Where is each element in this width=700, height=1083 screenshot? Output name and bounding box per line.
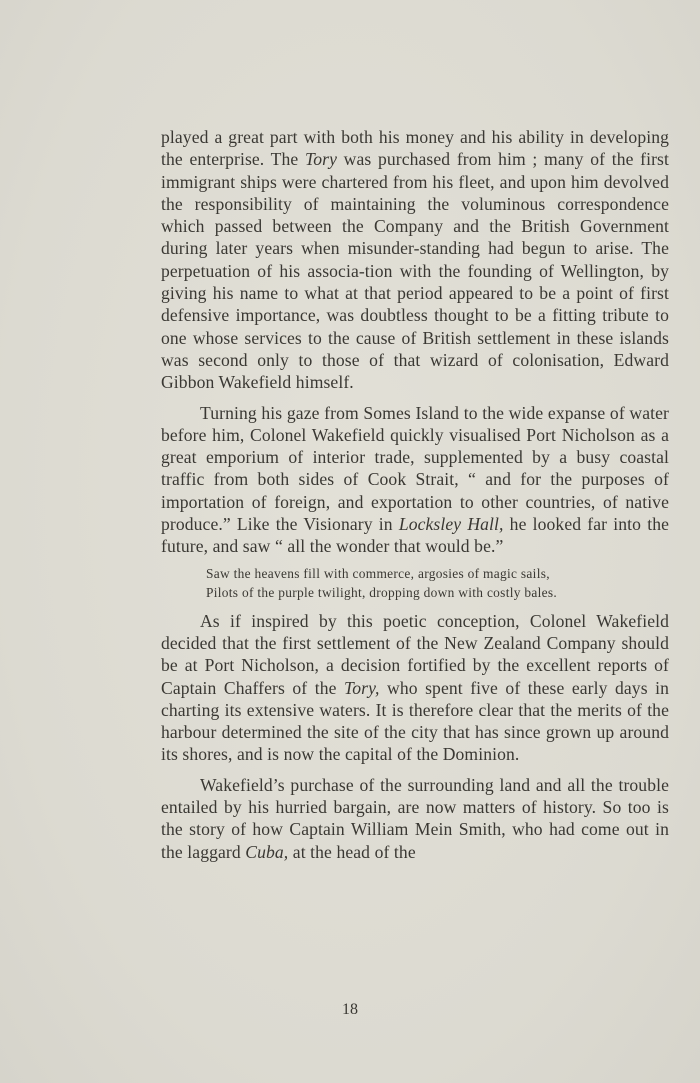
text-run: Turning his gaze from Somes Island to the wide expanse of water before him, Colonel Wakefield quickly visualised Port Nicholson as a great emporium of interior trade, supplemented by a busy coastal traffic from both sides of Cook Strait, “ and for the purposes of importation of foreign, and exportation to other countries, of native produce.” Like the Visionary in [161,402,669,535]
verse-line-1: Saw the heavens fill with commerce, argosies of magic sails, [206,565,550,581]
text-run: Wakefield’s purchase of the surrounding land and all the trouble entailed by his hurried bargain, are now matters of history. So too is the story of how Captain William Mein Smith, who had come out in the laggard [161,774,669,862]
paragraph-2 [161,402,669,558]
verse-quotation [206,564,669,602]
italic-title: Tory [304,149,337,170]
paragraph-3 [161,610,669,766]
italic-title: Cuba, [245,841,289,862]
italic-title: Tory, [344,677,380,698]
page-number: 18 [342,1001,358,1018]
body-text [161,126,669,863]
verse-line-2: Pilots of the purple twilight, dropping down with costly bales. [206,584,558,600]
paragraph-1 [161,126,669,394]
italic-title: Locksley Hall, [398,514,504,535]
paragraph-4 [161,774,669,863]
text-run: he looked far into the future, and saw “ all the wonder that would be.” [161,514,669,557]
text-run: at the head of the [288,841,416,862]
text-run: was purchased from him ; many of the first immigrant ships were chartered from his fleet, and upon him devolved the responsibility of maintaining the voluminous correspondence which passed between the Company and the British Government during later years when misunder-standing had begun to arise. The perpetuation of his associa-tion with the founding of Wellington, by giving his name to what at that period appeared to be a point of first defensive importance, was doubtless thought to be a fitting tribute to one whose services to the cause of British settlement in these islands was second only to those of that wizard of colonisation, Edward Gibbon Wakefield himself. [161,149,669,393]
text-run: who spent five of these early days in charting its extensive waters. It is therefore clear that the merits of the harbour determined the site of the city that has since grown up around its shores, and is now the capital of the Dominion. [161,677,669,765]
text-run: As if inspired by this poetic conception, Colonel Wakefield decided that the first settlement of the New Zealand Company should be at Port Nicholson, a decision fortified by the excellent reports of Captain Chaffers of the [161,610,669,698]
text-run: played a great part with both his money and his ability in developing the enterprise. The [161,127,669,170]
